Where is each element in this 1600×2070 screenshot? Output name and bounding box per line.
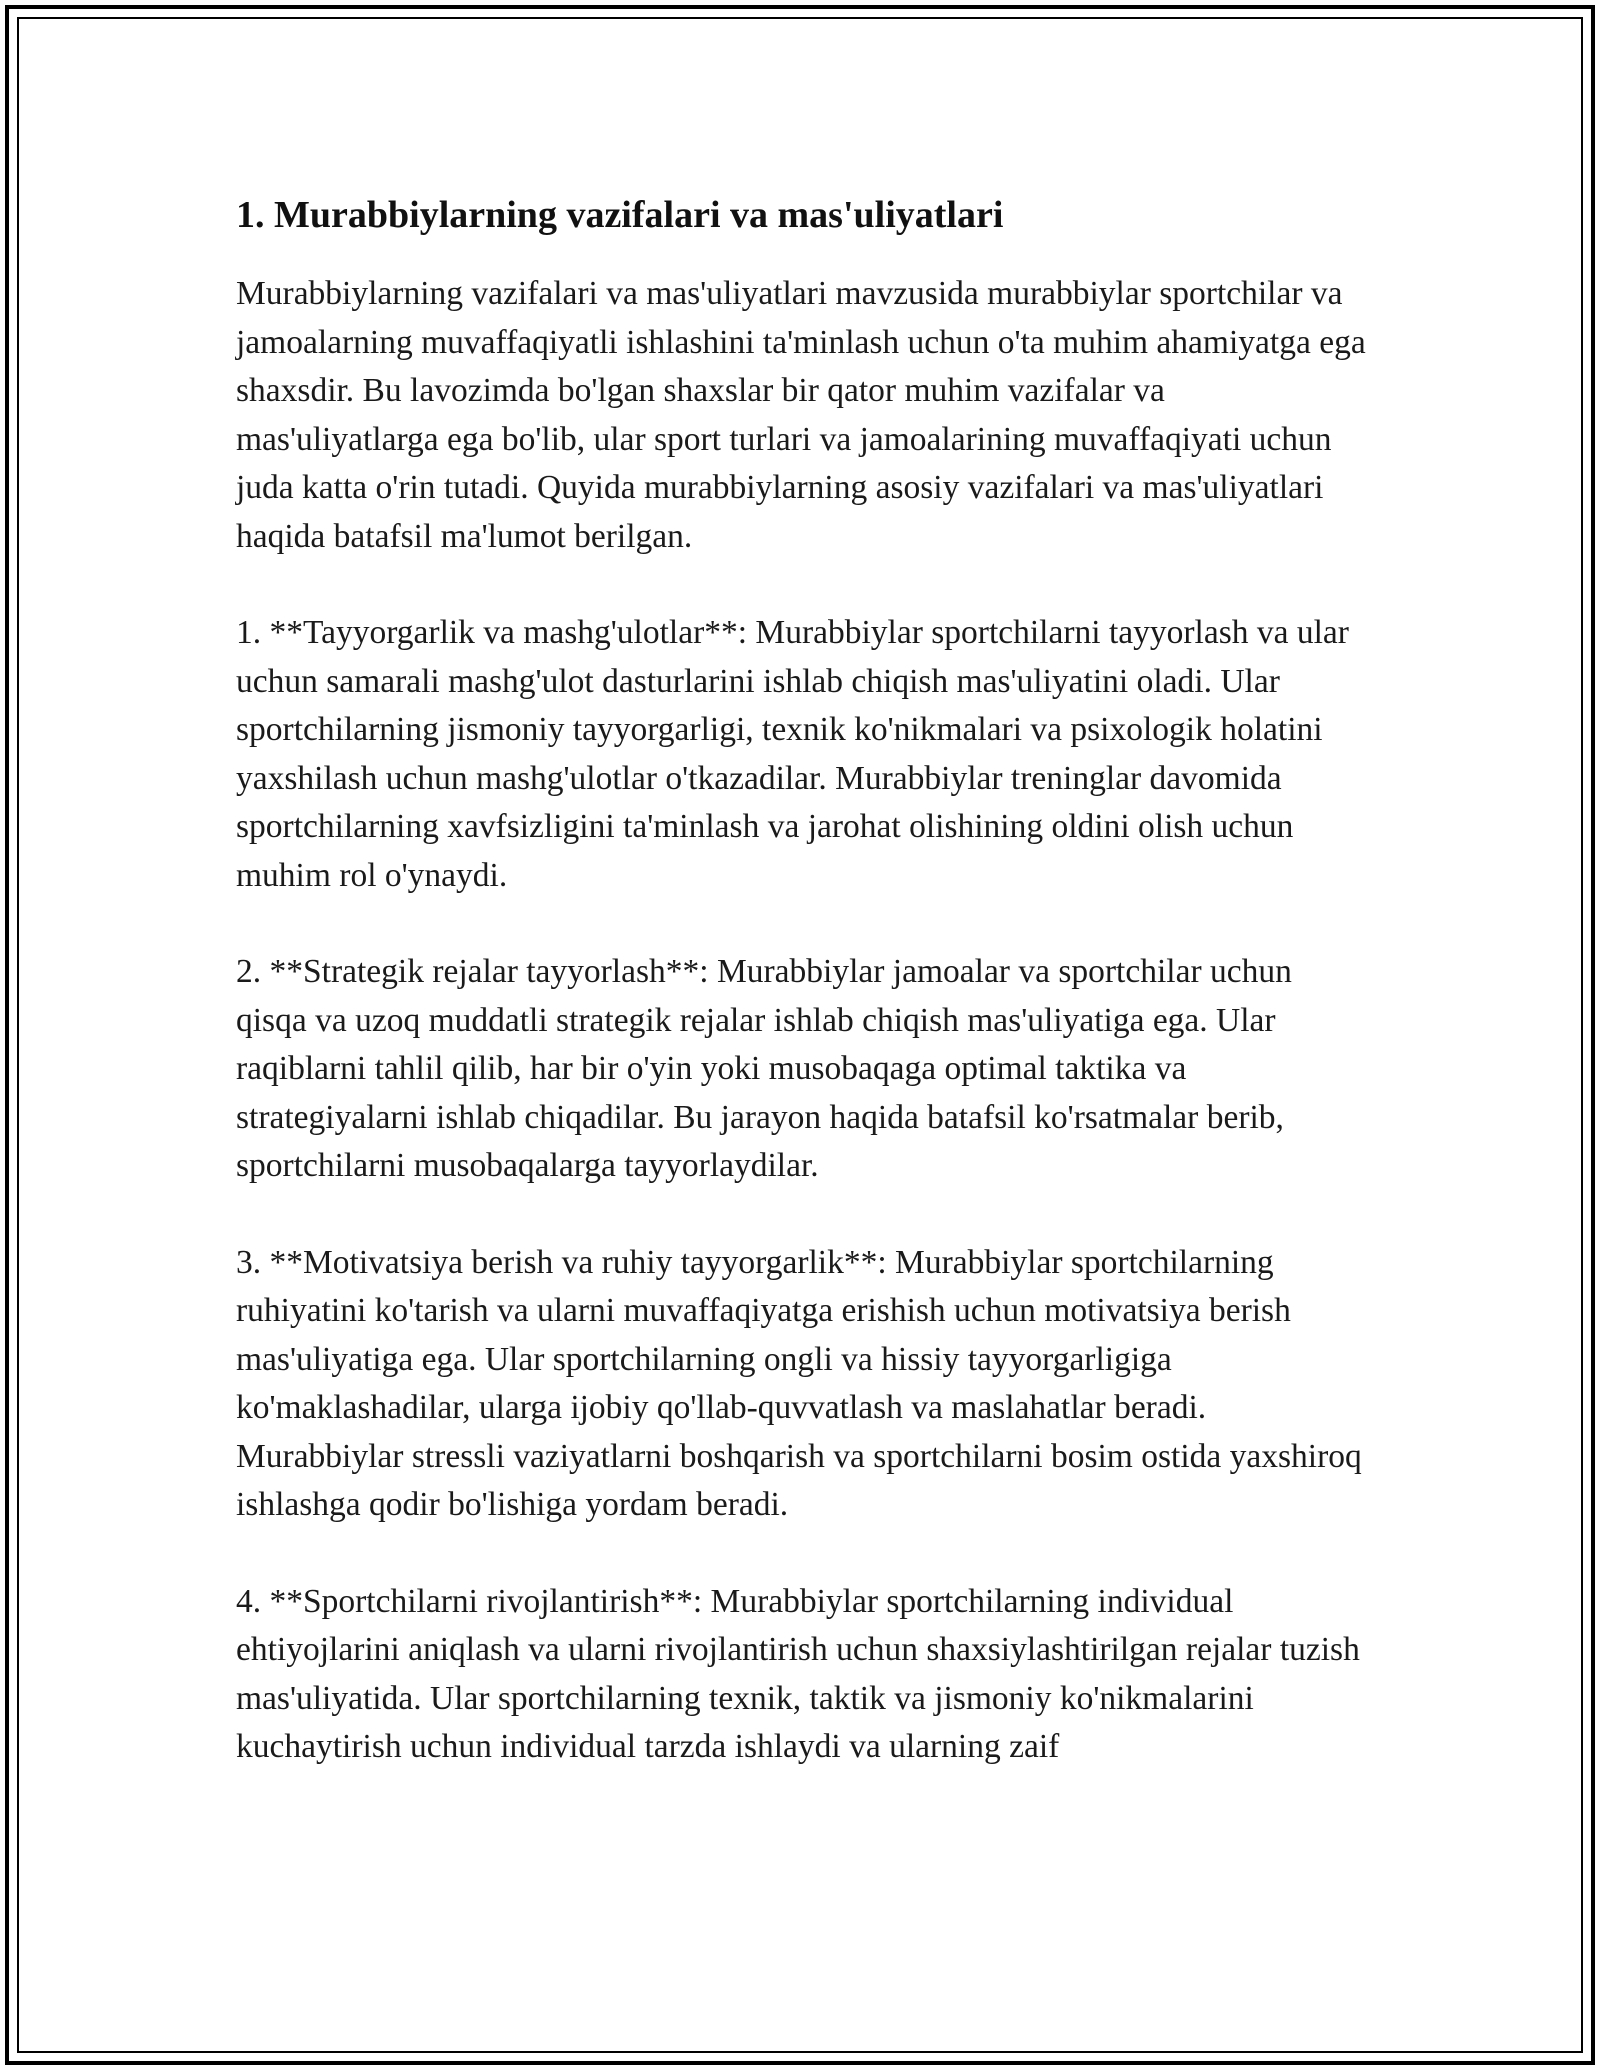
intro-paragraph: Murabbiylarning vazifalari va mas'uliyatlari mavzusida murabbiylar sportchilar va jamoalarning muvaffaqiyatli ishlashini ta'minlash uchun o'ta muhim ahamiyatga ega shaxsdir. Bu lavozimda bo'lgan shaxslar bir qator muhim vazifalar va mas'uliyatlarga ega bo'lib, ular sport turlari va jamoalarining muvaffaqiyati uchun juda katta o'rin tutadi. Quyida murabbiylarning asosiy vazifalari va mas'uliyatlari haqida batafsil ma'lumot berilgan. <box>236 275 1366 555</box>
list-item-strategy: 2. **Strategik rejalar tayyorlash**: Murabbiylar jamoalar va sportchilar uchun qisqa va uzoq muddatli strategik rejalar ishlab chiqish mas'uliyatiga ega. Ular raqiblarni tahlil qilib, har bir o'yin yoki musobaqaga optimal taktika va strategiyalarni ishlab chiqadilar. Bu jarayon haqida batafsil ko'rsatmalar berib, sportchilarni musobaqalarga tayyorlaydilar. <box>236 953 1292 1184</box>
document-body <box>236 190 1366 1820</box>
page-title: 1. Murabbiylarning vazifalari va mas'uliyatlari <box>236 194 1004 236</box>
list-item-motivation: 3. **Motivatsiya berish va ruhiy tayyorgarlik**: Murabbiylar sportchilarning ruhiyatini ko'tarish va ularni muvaffaqiyatga erishish uchun motivatsiya berish mas'uliyatiga ega. Ular sportchilarning ongli va hissiy tayyorgarligiga ko'maklashadilar, ularga ijobiy qo'llab-quvvatlash va maslahatlar beradi. Murabbiylar stressli vaziyatlarni boshqarish va sportchilarni bosim ostida yaxshiroq ishlashga qodir bo'lishiga yordam beradi. <box>236 1243 1362 1523</box>
list-item-training: 1. **Tayyorgarlik va mashg'ulotlar**: Murabbiylar sportchilarni tayyorlash va ular uchun samarali mashg'ulot dasturlarini ishlab chiqish mas'uliyatini oladi. Ular sportchilarning jismoniy tayyorgarligi, texnik ko'nikmalari va psixologik holatini yaxshilash uchun mashg'ulotlar o'tkazadilar. Murabbiylar treninglar davomida sportchilarning xavfsizligini ta'minlash va jarohat olishining oldini olish uchun muhim rol o'ynaydi. <box>236 614 1349 894</box>
list-item-development: 4. **Sportchilarni rivojlantirish**: Murabbiylar sportchilarning individual ehtiyojlarini aniqlash va ularni rivojlantirish uchun shaxsiylashtirilgan rejalar tuzish mas'uliyatida. Ular sportchilarning texnik, taktik va jismoniy ko'nikmalarini kuchaytirish uchun individual tarzda ishlaydi va ularning zaif <box>236 1582 1360 1765</box>
